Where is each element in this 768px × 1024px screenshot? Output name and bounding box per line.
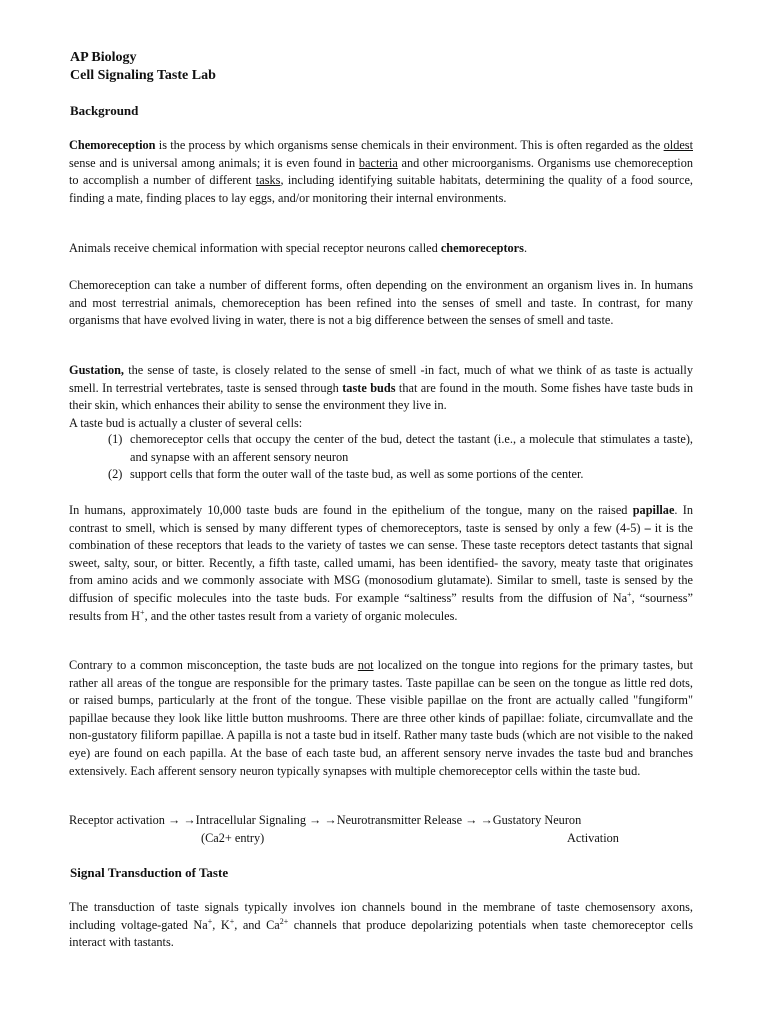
list-item: (2) support cells that form the outer wall of the taste bud, as well as some portions of the center. bbox=[108, 467, 584, 482]
misconception-paragraph: Contrary to a common misconception, the taste buds are not localized on the tongue into regions for the primary tastes, but rather all areas of the tongue are responsible for the primary tastes. Taste papillae can be seen on the tongue as little red dots, or raised bumps, particularly at the front of the tongue. These visible papillae on the front are actually called "fungiform" papillae because they look like little button mushrooms. There are three other kinds of papillae: foliate, circumvallate and the non-gustatory filiform papillae. A papilla is not a taste bud in itself. Rather many taste buds (which are not visible to the naked eye) are found on each papilla. At the base of each taste bud, an afferent sensory nerve invades the taste bud and branches extensively. Each afferent sensory neuron typically synapses with multiple chemoreceptor cells within the taste bud. bbox=[69, 658, 693, 778]
signal-transduction-heading: Signal Transduction of Taste bbox=[70, 865, 229, 880]
not-emphasis: not bbox=[357, 658, 374, 672]
taste-bud-cell-list bbox=[108, 431, 693, 484]
oldest-link[interactable]: oldest bbox=[663, 138, 693, 152]
signal-flow-ca-entry: (Ca2+ entry) bbox=[201, 831, 265, 845]
chemoreceptors-term: chemoreceptors bbox=[440, 241, 524, 255]
lab-title: Cell Signaling Taste Lab bbox=[70, 68, 216, 83]
chemoreceptors-paragraph: Animals receive chemical information with special receptor neurons called chemoreceptors. bbox=[69, 241, 528, 255]
background-heading: Background bbox=[70, 103, 139, 118]
signal-flow-activation: Activation bbox=[567, 831, 619, 845]
papillae-term: papillae bbox=[632, 503, 675, 517]
course-title: AP Biology bbox=[70, 50, 137, 65]
list-item: (1) chemoreceptor cells that occupy the center of the bud, detect the tastant (i.e., a molecule that stimulates a taste), and synapse with an afferent sensory neuron bbox=[108, 432, 693, 464]
bacteria-link[interactable]: bacteria bbox=[358, 155, 398, 170]
tasks-link[interactable]: tasks bbox=[255, 173, 281, 188]
gustation-term: Gustation, bbox=[69, 363, 125, 377]
transduction-paragraph: The transduction of taste signals typically involves ion channels bound in the membrane of taste chemosensory axons, including voltage-gated Na+, K+, and $Ca^{2+}$ channels that produce depolarizing potentials when taste chemoreceptor cells interact with tastants. bbox=[69, 900, 694, 950]
forms-paragraph: Chemoreception can take a number of different forms, often depending on the environment an organism lives in. In humans and most terrestrial animals, chemoreception has been refined into the senses of smell and taste. In contrast, for many organisms that have evolved living in water, there is not a big difference between the senses of smell and taste. bbox=[69, 278, 693, 328]
gustation-paragraph: Gustation, the sense of taste, is closely related to the sense of smell -in fact, much of what we think of as taste is actually smell. In terrestrial vertebrates, taste is sensed through taste buds that are found in the mouth. Some fishes have taste buds in their skin, which enhances their ability to sense the environment they live in. A taste bud is actually a cluster of several cells: bbox=[69, 363, 693, 430]
taste-bud-intro: A taste bud is actually a cluster of several cells: bbox=[69, 415, 303, 430]
taste-buds-term: taste buds bbox=[342, 380, 396, 395]
chemoreception-paragraph: Chemoreception is the process by which organisms sense chemicals in their environment. This is often regarded as the oldest sense and is universal among animals; it is even found in bacteria and other microorganisms. Organisms use chemoreception to accomplish a number of different tasks, including identifying suitable habitats, determining the quality of a food source, finding a mate, finding places to lay eggs, and/or monitoring their internal environments. bbox=[69, 138, 694, 205]
signal-flow-line: Receptor activation → →Intracellular Signaling → →Neurotransmitter Release → →Gustatory Neuron bbox=[69, 813, 582, 827]
papillae-paragraph: In humans, approximately 10,000 taste buds are found in the epithelium of the tongue, many on the raised papillae. In contrast to smell, which is sensed by many different types of chemoreceptors, taste is sensed by only a few (4-5) – it is the combination of these receptors that leads to the variety of tastes we can sense. These taste receptors detect tastants that signal sweet, salty, sour, or bitter. Recently, a fifth taste, called umami, has been identified- the savory, meaty taste that originates from amino acids and we commonly associate with MSG (monosodium glutamate). Similar to smell, taste is sensed by the diffusion of specific molecules into the taste buds. For example “saltiness” results from the diffusion of Na+, “sourness” results from H+, and the other tastes result from a variety of organic molecules. bbox=[69, 503, 693, 623]
chemoreception-term: Chemoreception bbox=[69, 138, 156, 152]
